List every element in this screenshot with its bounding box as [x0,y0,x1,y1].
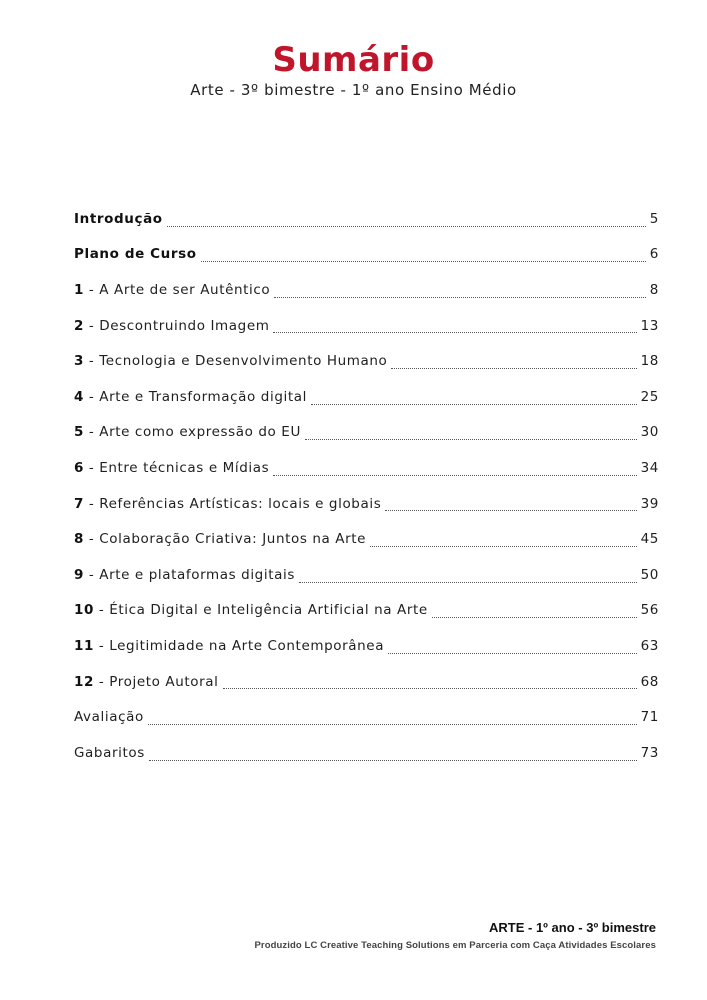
toc-entry-label: - Arte como expressão do EU [84,424,301,441]
toc-entry-label: - Arte e plataformas digitais [84,566,295,583]
toc-entry[interactable] [74,450,659,486]
toc-entry[interactable] [74,201,659,237]
toc-entry-label: - Projeto Autoral [94,673,219,690]
toc-entry-label: - Colaboração Criativa: Juntos na Arte [84,531,367,548]
toc-entry-label: - Referências Artísticas: locais e globais [84,495,382,512]
toc-entry-page: 73 [640,744,659,761]
toc-entry[interactable] [74,415,659,451]
toc-leader-dots [273,331,636,333]
toc-entry-page: 56 [640,602,659,619]
toc-entry-number: 10 [74,602,94,619]
footer-credit: Produzido LC Creative Teaching Solutions em Parceria com Caça Atividades Escolares [254,940,656,951]
toc-entry[interactable] [74,521,659,557]
table-of-contents [74,201,659,771]
footer-main: ARTE - 1º ano - 3º bimestre [489,920,656,935]
toc-entry[interactable] [74,486,659,522]
toc-entry-label: Gabaritos [74,744,145,761]
toc-leader-dots [299,581,637,583]
toc-entry-label: - Descontruindo Imagem [84,317,270,334]
toc-leader-dots [388,652,637,654]
toc-entry-number: 6 [74,459,84,476]
toc-entry-page: 8 [649,281,659,298]
toc-leader-dots [201,260,646,262]
toc-entry-number: 9 [74,566,84,583]
toc-entry[interactable] [74,272,659,308]
toc-entry-page: 34 [640,459,659,476]
toc-leader-dots [223,687,637,689]
toc-entry-label: Avaliação [74,709,144,726]
toc-entry-page: 13 [640,317,659,334]
toc-entry-label: Introdução [74,210,163,227]
toc-leader-dots [149,759,637,761]
toc-entry[interactable] [74,557,659,593]
toc-entry-label: - Ética Digital e Inteligência Artificial na Arte [94,602,428,619]
toc-entry[interactable] [74,699,659,735]
toc-leader-dots [274,296,646,298]
toc-entry-page: 5 [649,210,659,227]
page-subtitle: Arte - 3º bimestre - 1º ano Ensino Médio [190,81,517,99]
toc-entry-number: 8 [74,531,84,548]
toc-entry-page: 39 [640,495,659,512]
toc-entry-page: 18 [640,353,659,370]
toc-entry[interactable] [74,593,659,629]
toc-leader-dots [305,438,637,440]
toc-entry-label: - Legitimidade na Arte Contemporânea [94,637,385,654]
toc-entry-label: - Tecnologia e Desenvolvimento Humano [84,353,388,370]
toc-entry-number: 3 [74,353,84,370]
toc-entry-page: 45 [640,531,659,548]
toc-entry-label: - Arte e Transformação digital [84,388,307,405]
toc-leader-dots [370,545,637,547]
toc-entry-label: - A Arte de ser Autêntico [84,281,271,298]
toc-entry[interactable] [74,664,659,700]
toc-entry-page: 71 [640,709,659,726]
toc-entry-label: Plano de Curso [74,246,197,263]
toc-leader-dots [273,474,636,476]
toc-entry-label: - Entre técnicas e Mídias [84,459,270,476]
toc-leader-dots [311,403,637,405]
toc-entry[interactable] [74,379,659,415]
toc-entry-page: 25 [640,388,659,405]
toc-leader-dots [148,723,637,725]
toc-entry-number: 4 [74,388,84,405]
toc-entry[interactable] [74,237,659,273]
toc-leader-dots [385,509,636,511]
toc-leader-dots [167,225,646,227]
toc-entry[interactable] [74,735,659,771]
toc-entry-page: 50 [640,566,659,583]
toc-entry-page: 6 [649,246,659,263]
toc-entry[interactable] [74,628,659,664]
toc-entry-number: 5 [74,424,84,441]
toc-entry-number: 7 [74,495,84,512]
toc-leader-dots [432,616,637,618]
toc-entry-page: 63 [640,637,659,654]
toc-entry-number: 2 [74,317,84,334]
toc-entry-number: 12 [74,673,94,690]
toc-entry[interactable] [74,343,659,379]
toc-entry-page: 30 [640,424,659,441]
page-title: Sumário [272,40,435,80]
toc-entry-page: 68 [640,673,659,690]
toc-entry-number: 1 [74,281,84,298]
toc-entry-number: 11 [74,637,94,654]
toc-leader-dots [391,367,636,369]
toc-entry[interactable] [74,308,659,344]
